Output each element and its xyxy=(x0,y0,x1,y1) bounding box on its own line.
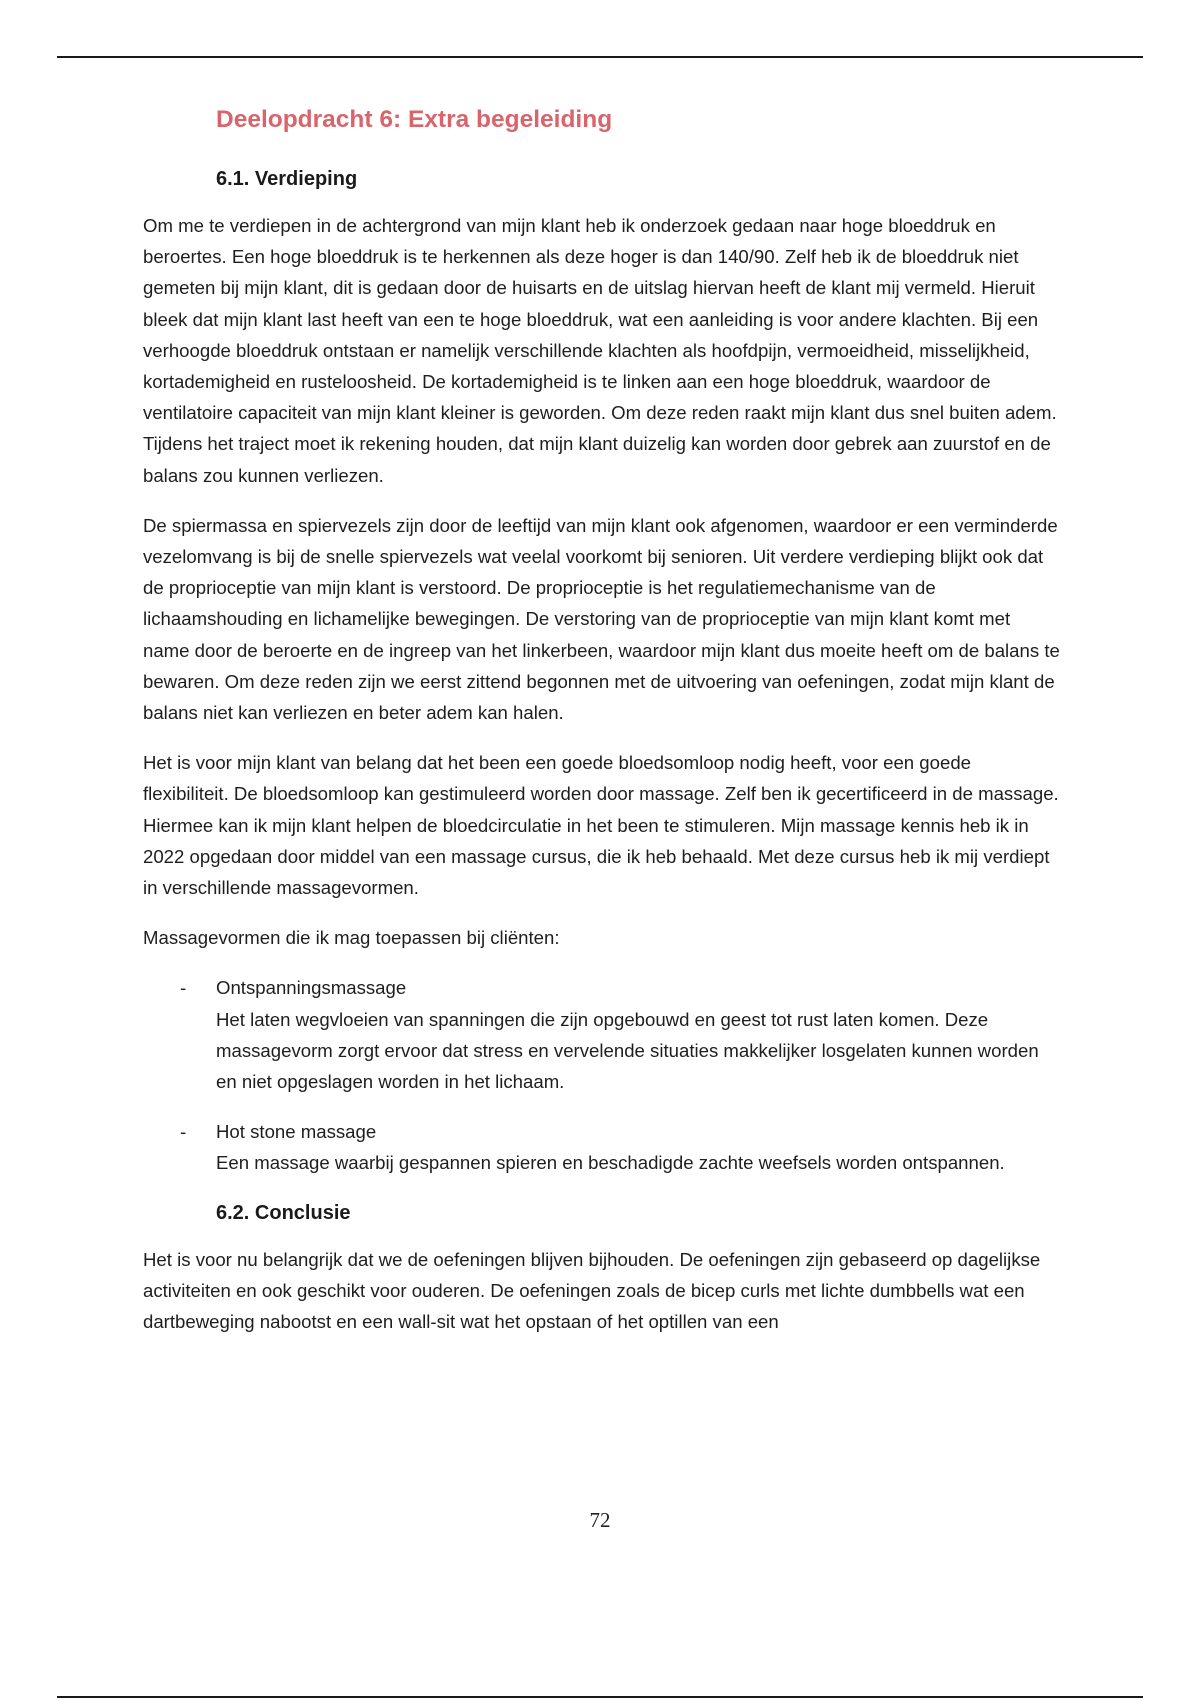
massage-list xyxy=(143,972,1061,1178)
header-rule xyxy=(57,56,1143,58)
bullet-dash: - xyxy=(180,977,187,999)
page-number: 72 xyxy=(589,1508,611,1532)
footer-rule xyxy=(57,1696,1143,1698)
paragraph: De spiermassa en spiervezels zijn door de leeftijd van mijn klant ook afgenomen, waardoor er een verminderde vezelomvang is bij de snelle spiervezels wat veelal voorkomt bij senioren. Uit verdere verdieping blijkt ook dat de proprioceptie van mijn klant is verstoord. De proprioceptie is het regulatiemechanisme van de lichaamshouding en lichamelijke bewegingen. De verstoring van de proprioceptie van mijn klant komt met name door de beroerte en de ingreep van het linkerbeen, waardoor mijn klant dus moeite heeft om de balans te bewaren. Om deze reden zijn we eerst zittend begonnen met de uitvoering van oefeningen, zodat mijn klant de balans niet kan verliezen en beter adem kan halen. xyxy=(143,514,1060,724)
subsection-title-conclusie: 6.2. Conclusie xyxy=(216,1201,351,1224)
paragraph: Om me te verdiepen in de achtergrond van mijn klant heb ik onderzoek gedaan naar hoge bloeddruk en beroertes. Een hoge bloeddruk is te herkennen als deze hoger is dan 140/90. Zelf heb ik de bloeddruk niet gemeten bij mijn klant, dit is gedaan door de huisarts en de uitslag hiervan heeft de klant mij vermeld. Hieruit bleek dat mijn klant last heeft van een te hoge bloeddruk, wat een aanleiding is voor andere klachten. Bij een verhoogde bloeddruk ontstaan er namelijk verschillende klachten als hoofdpijn, vermoeidheid, misselijkheid, kortademigheid en rusteloosheid. De kortademigheid is te linken aan een hoge bloeddruk, waardoor de ventilatoire capaciteit van mijn klant kleiner is geworden. Om deze reden raakt mijn klant dus snel buiten adem. Tijdens het traject moet ik rekening houden, dat mijn klant duizelig kan worden door gebrek aan zuurstof en de balans zou kunnen verliezen. xyxy=(143,215,1057,486)
paragraph: Het is voor mijn klant van belang dat het been een goede bloedsomloop nodig heeft, voor een goede flexibiliteit. De bloedsomloop kan gestimuleerd worden door massage. Zelf ben ik gecertificeerd in de massage. Hiermee kan ik mijn klant helpen de bloedcirculatie in het been te stimuleren. Mijn massage kennis heb ik in 2022 opgedaan door middel van een massage cursus, die ik heb behaald. Met deze cursus heb ik mij verdiept in verschillende massagevormen. xyxy=(143,752,1059,899)
document-body xyxy=(143,98,1061,1356)
list-item-title: Hot stone massage xyxy=(216,1121,377,1143)
list-item-description: Het laten wegvloeien van spanningen die zijn opgebouwd en geest tot rust laten komen. Deze massagevorm zorgt ervoor dat stress en vervelende situaties makkelijker losgelaten kunnen worden en niet opgeslagen worden in het lichaam. xyxy=(216,1008,1039,1093)
list-item xyxy=(143,1116,1061,1178)
list-item xyxy=(143,972,1061,1097)
paragraph: Het is voor nu belangrijk dat we de oefeningen blijven bijhouden. De oefeningen zijn gebaseerd op dagelijkse activiteiten en ook geschikt voor ouderen. De oefeningen zoals de bicep curls met lichte dumbbells wat een dartbeweging nabootst en een wall-sit wat het opstaan of het optillen van een xyxy=(143,1248,1041,1333)
list-intro: Massagevormen die ik mag toepassen bij cliënten: xyxy=(143,927,560,949)
list-item-title: Ontspanningsmassage xyxy=(216,977,407,999)
subsection-title-verdieping: 6.1. Verdieping xyxy=(216,168,358,190)
section-title: Deelopdracht 6: Extra begeleiding xyxy=(216,106,613,133)
bullet-dash: - xyxy=(180,1121,187,1143)
list-item-description: Een massage waarbij gespannen spieren en beschadigde zachte weefsels worden ontspannen. xyxy=(216,1152,1005,1174)
